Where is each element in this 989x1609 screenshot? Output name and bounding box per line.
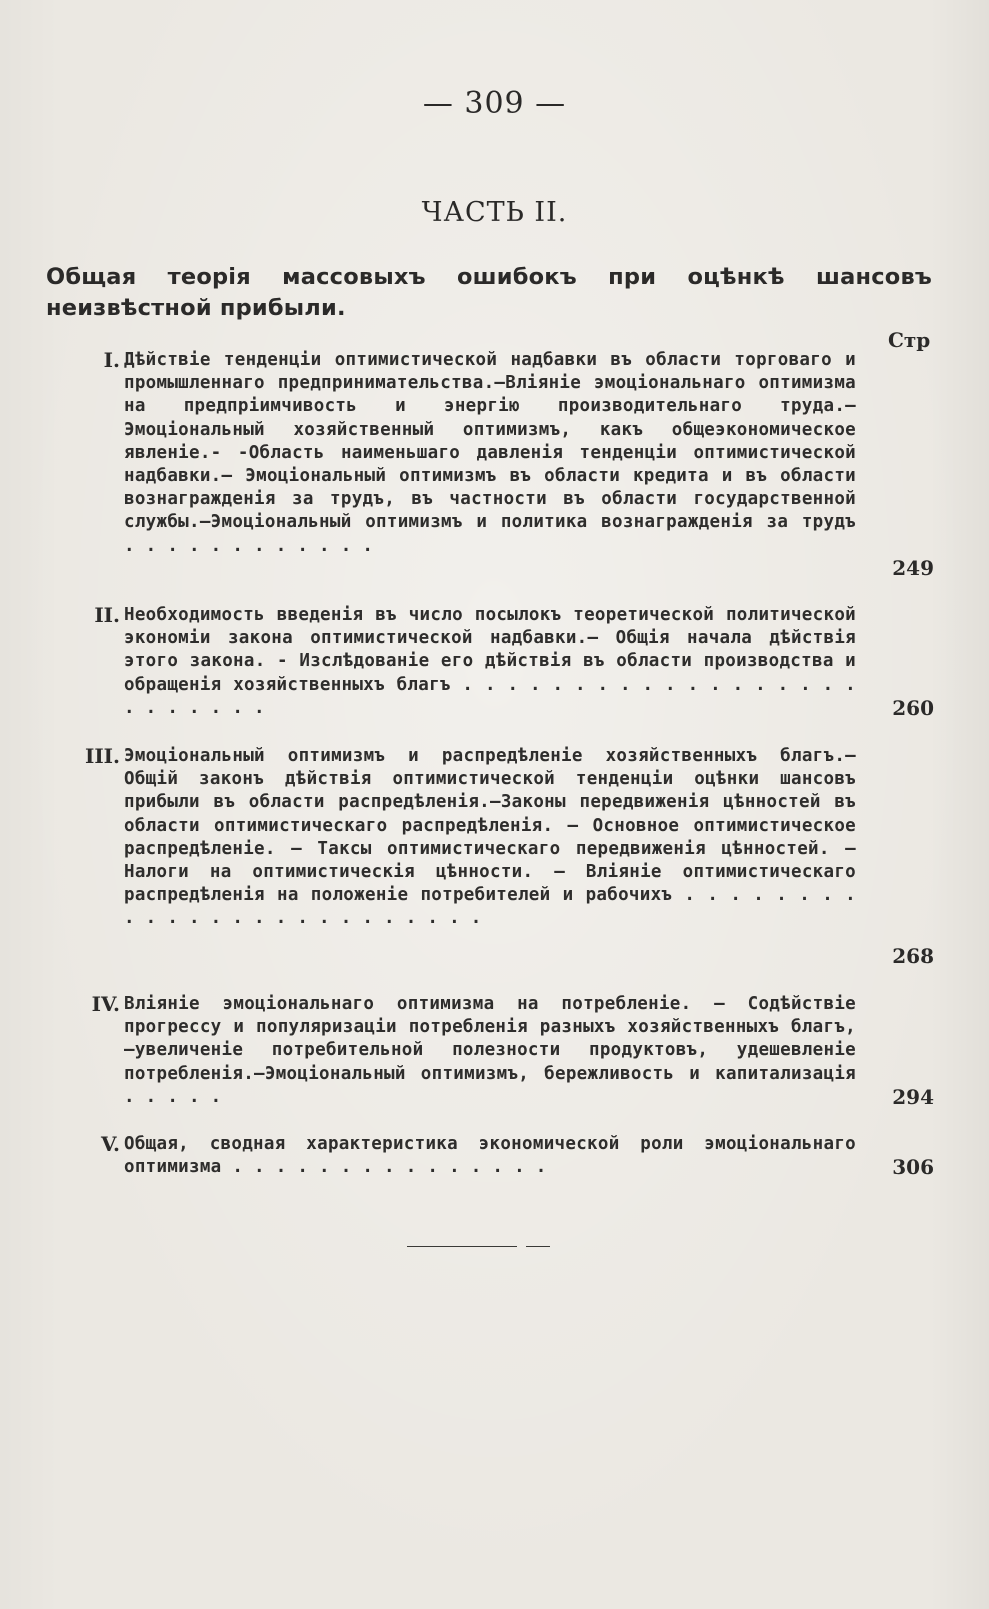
- toc-numeral: II.: [94, 603, 120, 627]
- toc-text: Необходимость введенія въ число посылокъ теоретической политической экономіи закона оптимистической надбавки.— Общія начала дѣйствія этого закона. - Изслѣдованіе его дѣйствія въ области производства и обращенія хозяйственныхъ благъ . . . . . . . . . . . . . . . . . . . . . . . . .: [124, 605, 856, 718]
- toc-page: 260: [892, 696, 934, 720]
- toc-numeral: I.: [103, 348, 120, 372]
- section-heading: Общая теорія массовыхъ ошибокъ при оцѣнкѣ шансовъ неизвѣстной прибыли.: [46, 264, 932, 321]
- page-column-label: Стр: [888, 328, 931, 352]
- toc-numeral: IV.: [91, 992, 120, 1016]
- end-rule-short: [526, 1246, 550, 1247]
- toc-page: 249: [892, 556, 934, 580]
- toc-page: 294: [892, 1085, 934, 1109]
- toc-text: Вліяніе эмоціональнаго оптимизма на потребленіе. — Содѣйствіе прогрессу и популяризаціи потребленія разныхъ хозяйственныхъ благъ,—увеличеніе потребительной полезности продуктовъ, удешевленіе потребленія.—Эмоціональный оптимизмъ, бережливость и капитализація . . . . .: [124, 994, 856, 1107]
- end-rule: [407, 1246, 517, 1247]
- part-title: ЧАСТЬ II.: [421, 197, 568, 228]
- toc-text: Общая, сводная характеристика экономической роли эмоціональнаго оптимизма . . . . . . . . . . . . . . .: [124, 1134, 856, 1178]
- toc-page: 306: [892, 1155, 934, 1179]
- toc-text: Дѣйствіе тенденціи оптимистической надбавки въ области торговаго и промышленнаго предпринимательства.—Вліяніе эмоціональнаго оптимизма на предпріимчивость и энергію производительнаго труда.—Эмоціональный хозяйственный оптимизмъ, какъ общеэкономическое явленіе.- -Область наименьшаго давленія тенденціи оптимистической надбавки.— Эмоціональный оптимизмъ въ области кредита и въ области вознагражденія за трудъ, въ частности въ области государственной службы.—Эмоціональный оптимизмъ и политика вознагражденія за трудъ . . . . . . . . . . . .: [124, 350, 856, 556]
- toc-text: Эмоціональный оптимизмъ и распредѣленіе хозяйственныхъ благъ.— Общій законъ дѣйствія оптимистической тенденціи оцѣнки шансовъ прибыли въ области распредѣленія.—Законы передвиженія цѣнностей въ области оптимистическаго распредѣленія. — Основное оптимистическое распредѣленіе. — Таксы оптимистическаго передвиженія цѣнностей. — Налоги на оптимистическія цѣнности. — Вліяніе оптимистическаго распредѣленія на положеніе потребителей и рабочихъ . . . . . . . . . . . . . . . . . . . . . . . . .: [124, 746, 856, 929]
- toc-numeral: V.: [101, 1132, 120, 1156]
- toc-numeral: III.: [84, 744, 120, 768]
- page-number: — 309 —: [422, 86, 567, 121]
- toc-page: 268: [892, 944, 934, 968]
